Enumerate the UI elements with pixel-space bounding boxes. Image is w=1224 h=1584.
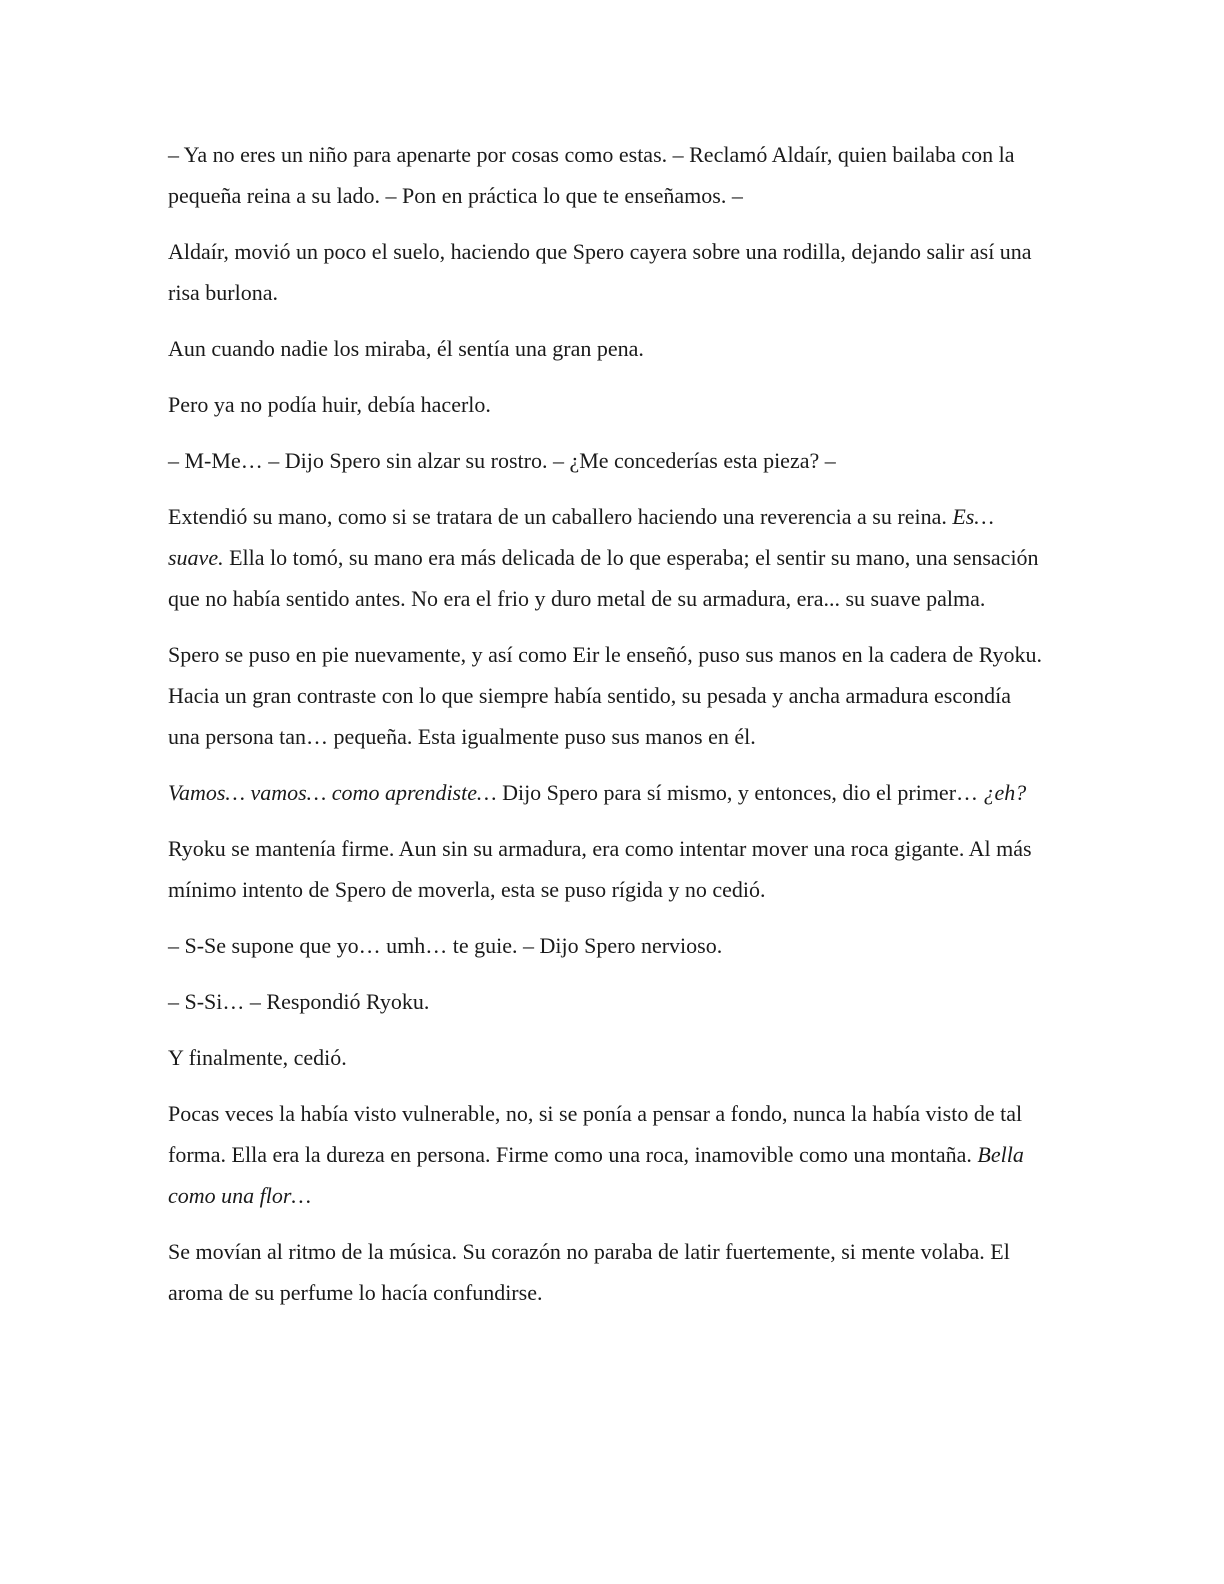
paragraph <box>168 328 1048 369</box>
paragraph <box>168 496 1048 619</box>
text-segment: Aun cuando nadie los miraba, él sentía una gran pena. <box>168 336 644 361</box>
paragraph <box>168 134 1048 216</box>
text-segment: Dijo Spero para sí mismo, y entonces, dio el primer… <box>496 780 984 805</box>
paragraph <box>168 634 1048 757</box>
italic-text-segment: Vamos… vamos… como aprendiste… <box>168 780 497 805</box>
text-segment: Ryoku se mantenía firme. Aun sin su armadura, era como intentar mover una roca gigante. Al más mínimo intento de Spero de moverla, esta se puso rígida y no cedió. <box>168 836 1032 902</box>
text-segment: Extendió su mano, como si se tratara de un caballero haciendo una reverencia a su reina. <box>168 504 953 529</box>
paragraph <box>168 828 1048 910</box>
text-segment: – S-Si… – Respondió Ryoku. <box>168 989 430 1014</box>
paragraph <box>168 1231 1048 1313</box>
paragraph <box>168 925 1048 966</box>
paragraph <box>168 440 1048 481</box>
paragraph <box>168 772 1048 813</box>
text-segment: – Ya no eres un niño para apenarte por cosas como estas. – Reclamó Aldaír, quien bailaba con la pequeña reina a su lado. – Pon en práctica lo que te enseñamos. – <box>168 142 1015 208</box>
text-segment: Ella lo tomó, su mano era más delicada de lo que esperaba; el sentir su mano, una sensación que no había sentido antes. No era el frio y duro metal de su armadura, era... su suave palma. <box>168 545 1039 611</box>
text-segment: Pero ya no podía huir, debía hacerlo. <box>168 392 491 417</box>
text-segment: Se movían al ritmo de la música. Su corazón no paraba de latir fuertemente, si mente volaba. El aroma de su perfume lo hacía confundirse. <box>168 1239 1010 1305</box>
paragraph <box>168 231 1048 313</box>
body-text <box>168 134 1048 1313</box>
text-segment: – M-Me… – Dijo Spero sin alzar su rostro. – ¿Me concederías esta pieza? – <box>168 448 836 473</box>
paragraph <box>168 1037 1048 1078</box>
italic-text-segment: Es… suave. <box>168 504 994 570</box>
italic-text-segment: Bella como una flor… <box>168 1142 1024 1208</box>
text-segment: Spero se puso en pie nuevamente, y así como Eir le enseñó, puso sus manos en la cadera de Ryoku. Hacia un gran contraste con lo que siempre había sentido, su pesada y ancha armadura escondía una persona tan… pequeña. Esta igualmente puso sus manos en él. <box>168 642 1043 749</box>
text-segment: Y finalmente, cedió. <box>168 1045 347 1070</box>
paragraph <box>168 1093 1048 1216</box>
text-segment: Pocas veces la había visto vulnerable, no, si se ponía a pensar a fondo, nunca la había visto de tal forma. Ella era la dureza en persona. Firme como una roca, inamovible como una montaña. <box>168 1101 1023 1167</box>
paragraph <box>168 981 1048 1022</box>
italic-text-segment: ¿eh? <box>983 780 1027 805</box>
paragraph <box>168 384 1048 425</box>
text-segment: Aldaír, movió un poco el suelo, haciendo que Spero cayera sobre una rodilla, dejando salir así una risa burlona. <box>168 239 1032 305</box>
text-segment: – S-Se supone que yo… umh… te guie. – Dijo Spero nervioso. <box>168 933 723 958</box>
